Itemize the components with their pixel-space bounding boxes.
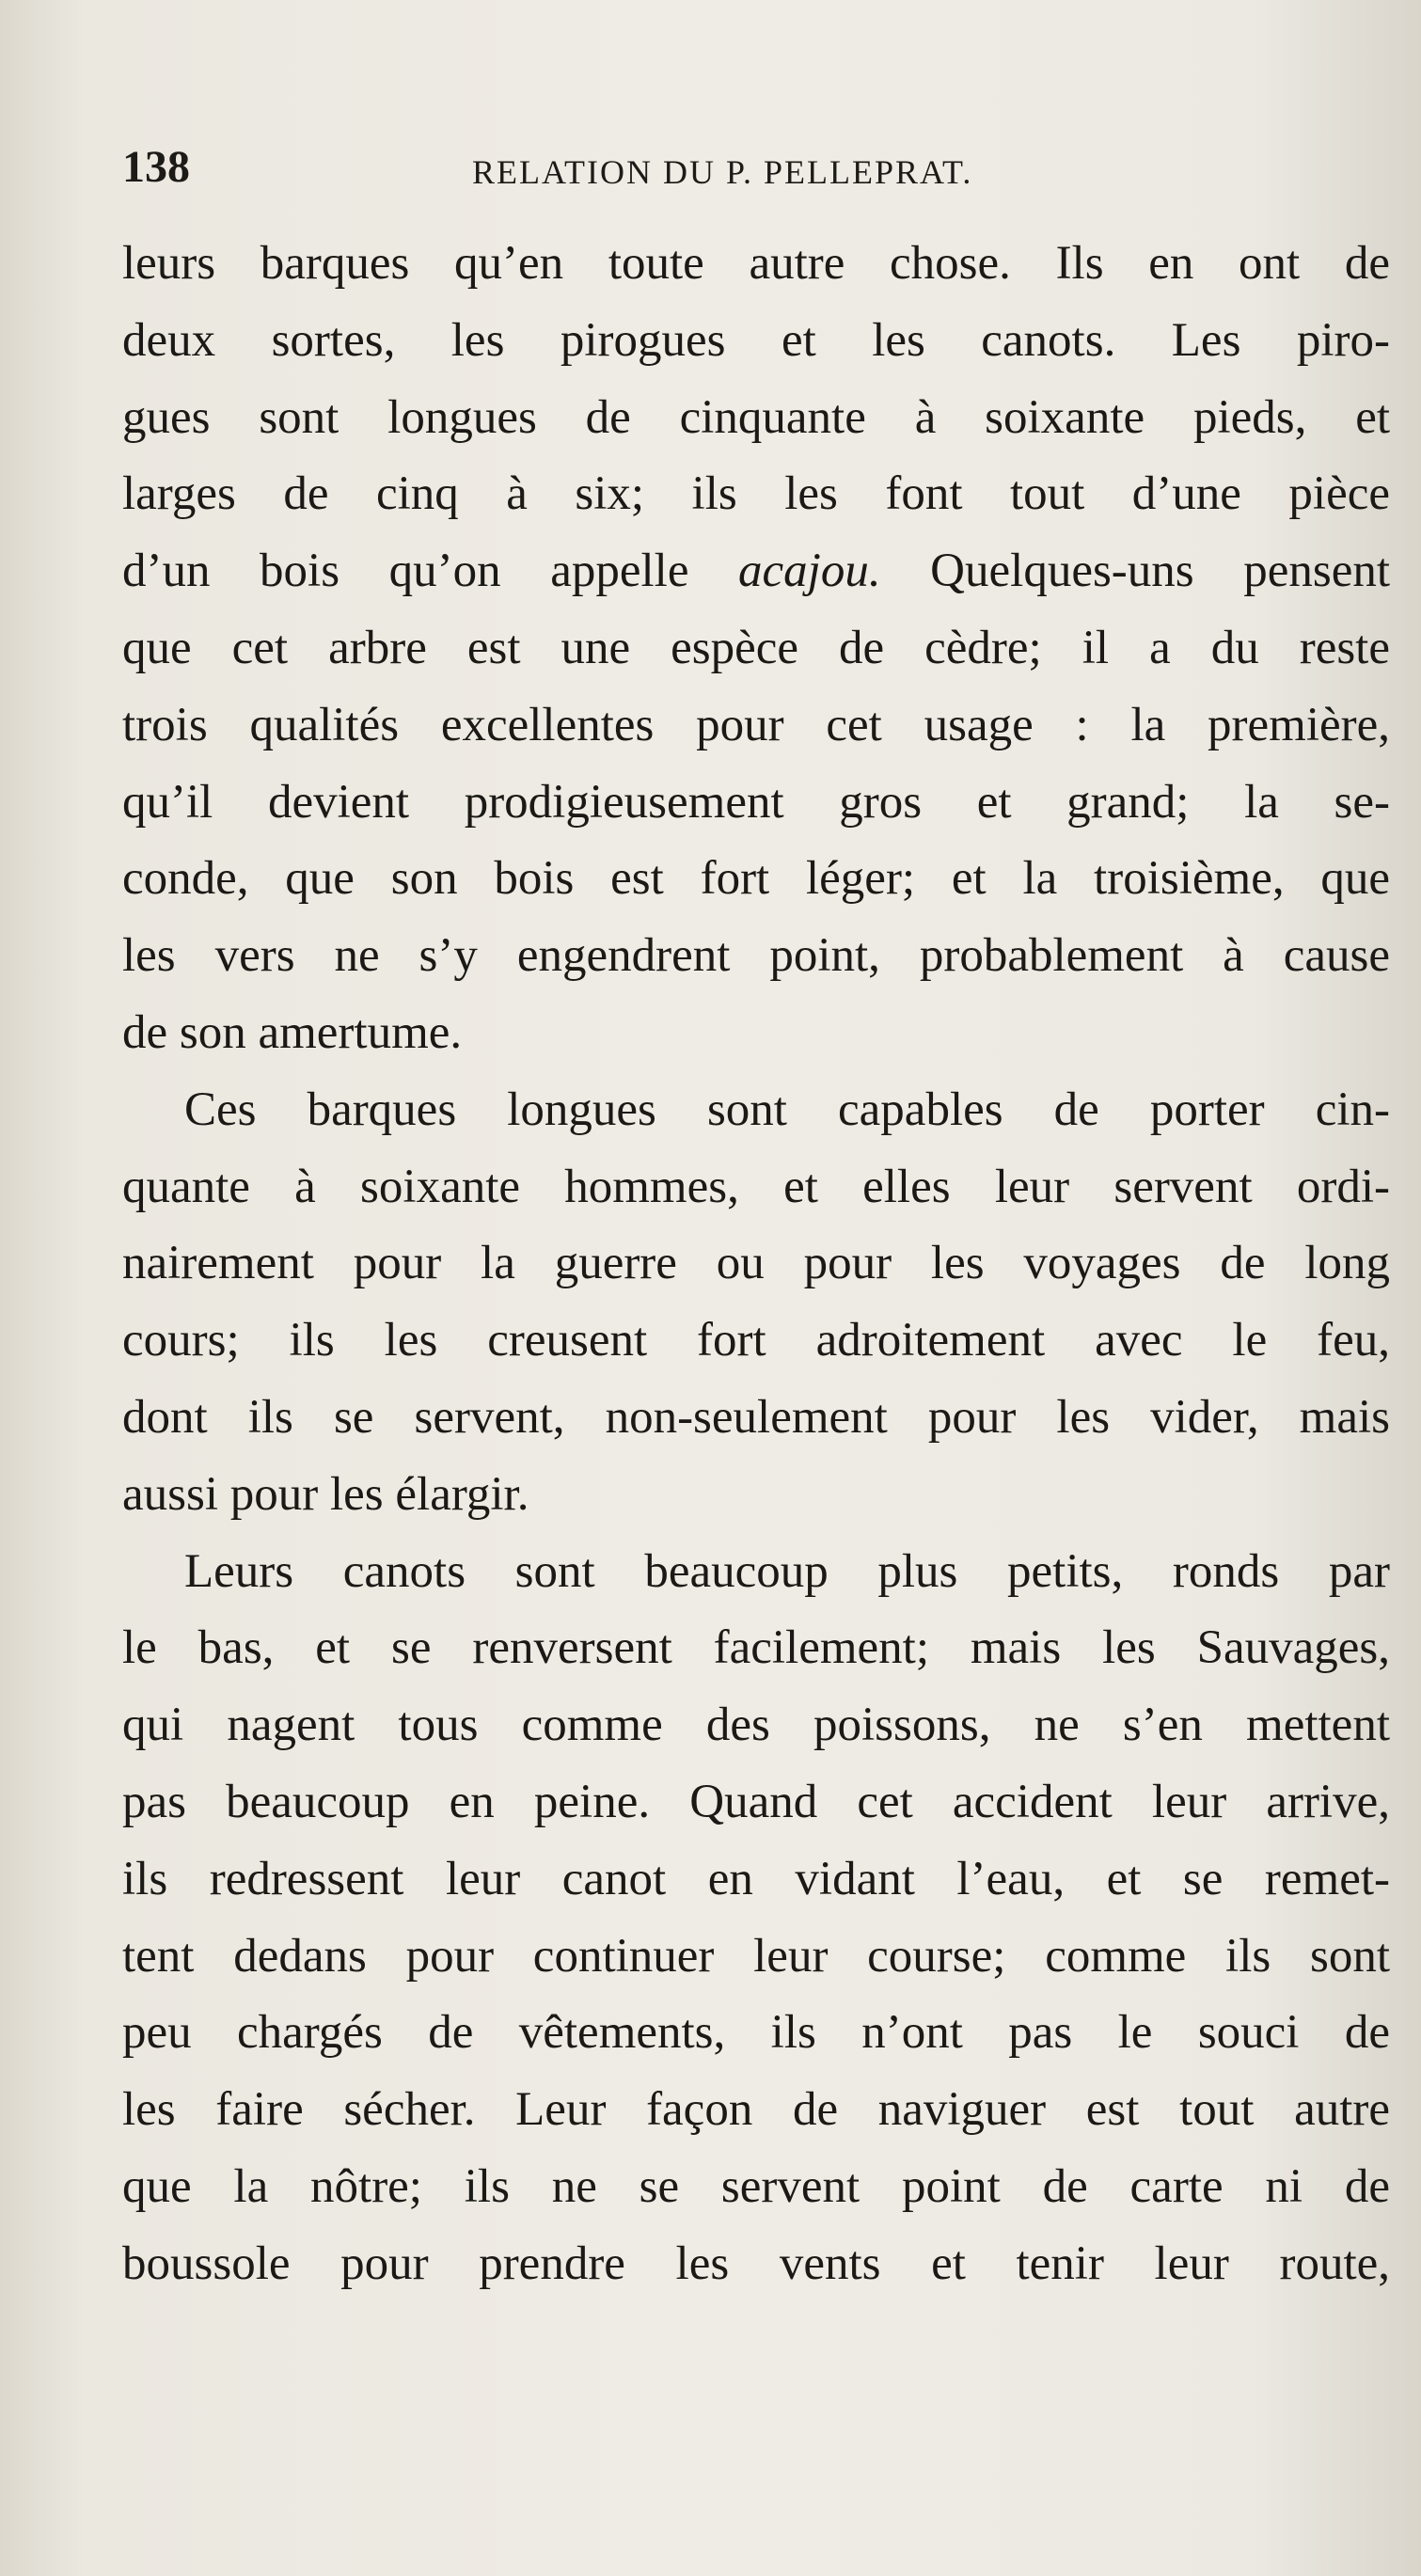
text-line: tent dedans pour continuer leur course; comme ils sont	[122, 1929, 1390, 1983]
paragraph-2	[122, 1072, 1390, 1534]
text-line: que cet arbre est une espèce de cèdre; il a du reste	[122, 621, 1390, 674]
running-title: RELATION DU P. PELLEPRAT.	[472, 153, 973, 191]
text-line: cours; ils les creusent fort adroitement avec le feu,	[122, 1314, 1390, 1367]
text-line: que la nôtre; ils ne se servent point de carte ni de	[122, 2159, 1390, 2213]
text-line: qui nagent tous comme des poissons, ne s’en mettent	[122, 1699, 1390, 1752]
page-number: 138	[122, 142, 190, 192]
paragraph-3	[122, 1534, 1390, 2303]
text-line: deux sortes, les pirogues et les canots. Les piro-	[122, 313, 1390, 367]
text-line: Leurs canots sont beaucoup plus petits, ronds par	[184, 1544, 1390, 1598]
text-line: nairement pour la guerre ou pour les voyages de long	[122, 1237, 1390, 1290]
text-line: trois qualités excellentes pour cet usage : la première,	[122, 698, 1390, 751]
text-line: gues sont longues de cinquante à soixante pieds, et	[122, 390, 1390, 444]
body-text	[122, 226, 1390, 2303]
text-line: Ces barques longues sont capables de porter cin-	[184, 1083, 1390, 1136]
paragraph-1	[122, 226, 1390, 1072]
text-line: d’un bois qu’on appelle acajou. Quelques-uns pensent	[122, 545, 1390, 598]
text-line: boussole pour prendre les vents et tenir leur route,	[122, 2236, 1390, 2290]
text-line: quante à soixante hommes, et elles leur servent ordi-	[122, 1160, 1390, 1213]
text-line: le bas, et se renversent facilement; mais les Sauvages,	[122, 1621, 1390, 1675]
text-line: les faire sécher. Leur façon de naviguer est tout autre	[122, 2083, 1390, 2137]
text-line: les vers ne s’y engendrent point, probablement à cause	[122, 929, 1390, 983]
text-line: dont ils se servent, non-seulement pour les vider, mais	[122, 1390, 1390, 1444]
text-line: larges de cinq à six; ils les font tout d’une pièce	[122, 467, 1390, 521]
text-line: aussi pour les élargir.	[122, 1467, 529, 1521]
page-header	[122, 141, 1401, 207]
text-line: qu’il devient prodigieusement gros et grand; la se-	[122, 775, 1390, 829]
text-line: leurs barques qu’en toute autre chose. Ils en ont de	[122, 237, 1390, 290]
text-line: pas beaucoup en peine. Quand cet accident leur arrive,	[122, 1775, 1390, 1828]
text-line: ils redressent leur canot en vidant l’eau, et se remet-	[122, 1852, 1390, 1905]
text-line: peu chargés de vêtements, ils n’ont pas le souci de	[122, 2006, 1390, 2060]
text-line: de son amertume.	[122, 1005, 463, 1059]
text-line: conde, que son bois est fort léger; et la troisième, que	[122, 852, 1390, 906]
